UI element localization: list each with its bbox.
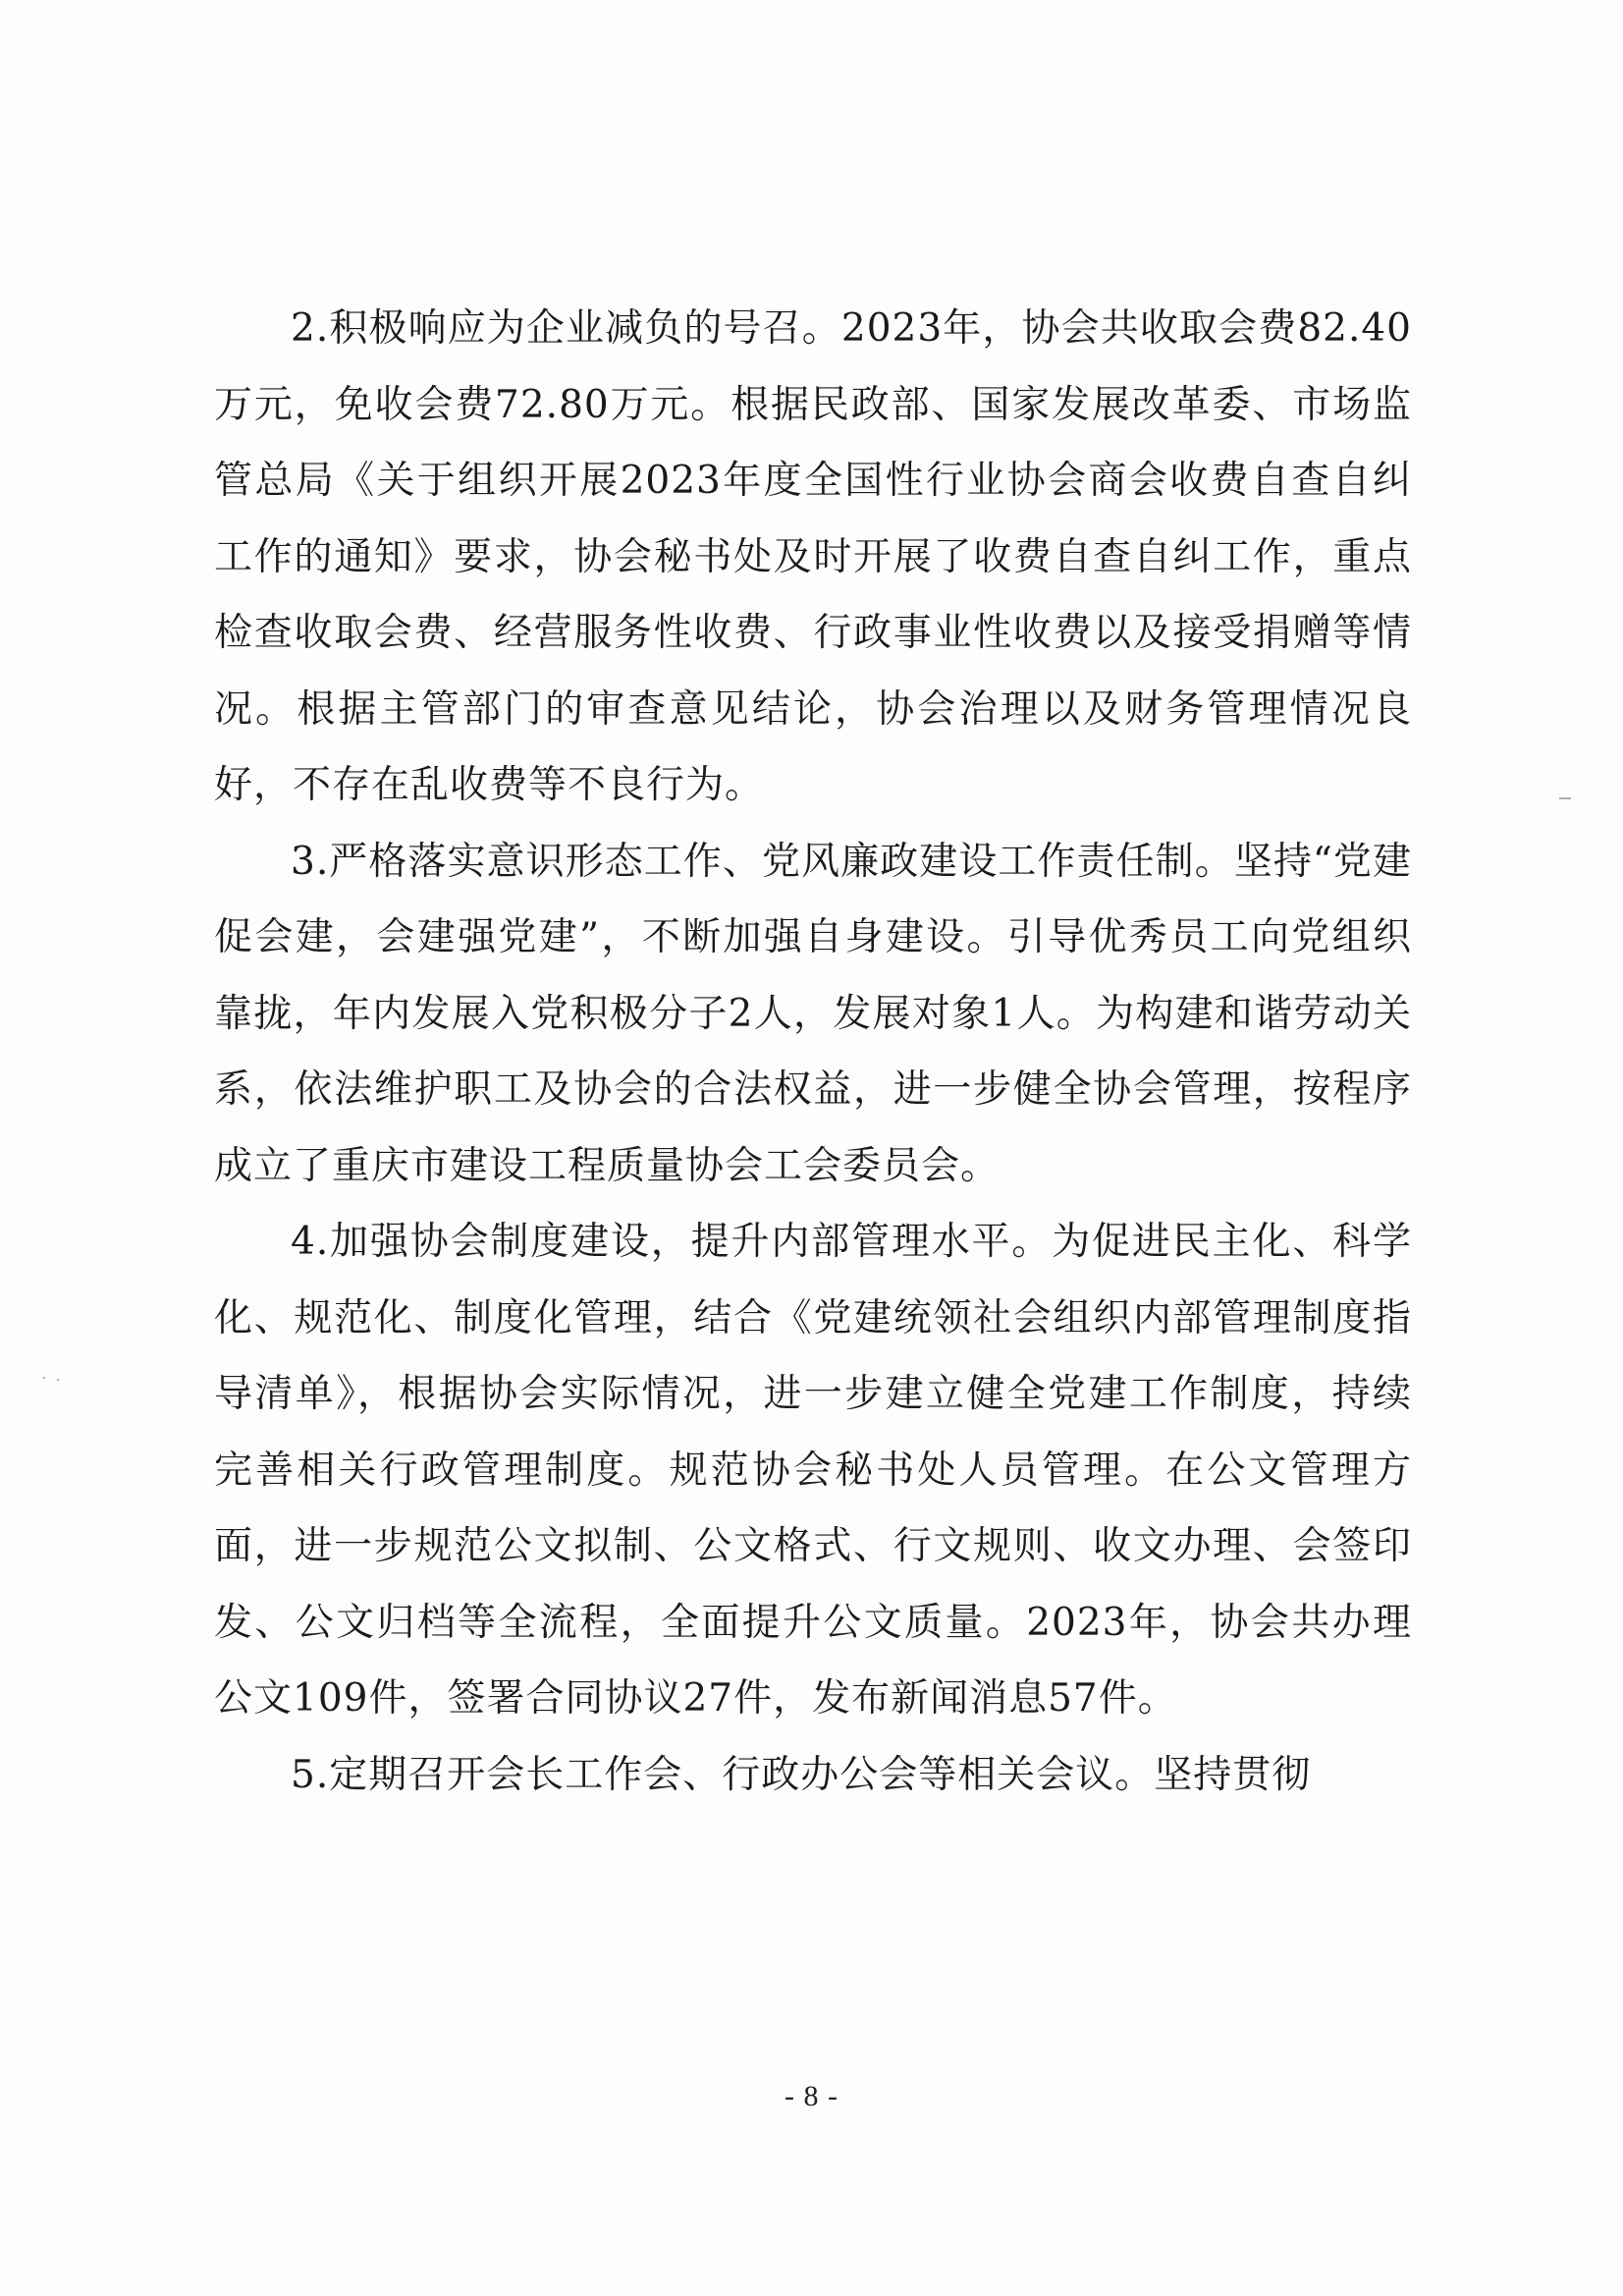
paragraph-meetings: 5.定期召开会长工作会、行政办公会等相关会议。坚持贯彻 [291,1752,1312,1797]
paragraph-system-building: 4.加强协会制度建设，提升内部管理水平。为促进民主化、科学化、规范化、制度化管理，结合《党建统领社会组织内部管理制度指导清单》，根据协会实际情况，进一步建立健全党建工作制度，持续完善相关行政管理制度。规范协会秘书处人员管理。在公文管理方面，进一步规范公文拟制、公文格式、行文规则、收文办理、会签印发、公文归档等全流程，全面提升公文质量。2023年，协会共办理公文109件，签署合同协议27件，发布新闻消息57件。 [214,1220,1412,1721]
scan-mark [57,1379,59,1381]
scan-mark [43,1377,45,1379]
scan-mark [1559,797,1571,799]
body-text [214,291,1412,1813]
paragraph-party-building: 3.严格落实意识形态工作、党风廉政建设工作责任制。坚持“党建促会建，会建强党建”，不断加强自身建设。引导优秀员工向党组织靠拢，年内发展入党积极分子2人，发展对象1人。为构建和谐劳动关系，依法维护职工及协会的合法权益，进一步健全协会管理，按程序成立了重庆市建设工程质量协会工会委员会。 [214,839,1412,1188]
paragraph-fee-reduction: 2.积极响应为企业减负的号召。2023年，协会共收取会费82.40万元，免收会费72.80万元。根据民政部、国家发展改革委、市场监管总局《关于组织开展2023年度全国性行业协会商会收费自查自纠工作的通知》要求，协会秘书处及时开展了收费自查自纠工作，重点检查收取会费、经营服务性收费、行政事业性收费以及接受捐赠等情况。根据主管部门的审查意见结论，协会治理以及财务管理情况良好，不存在乱收费等不良行为。 [214,306,1412,807]
page-number: - 8 - [784,2080,839,2112]
